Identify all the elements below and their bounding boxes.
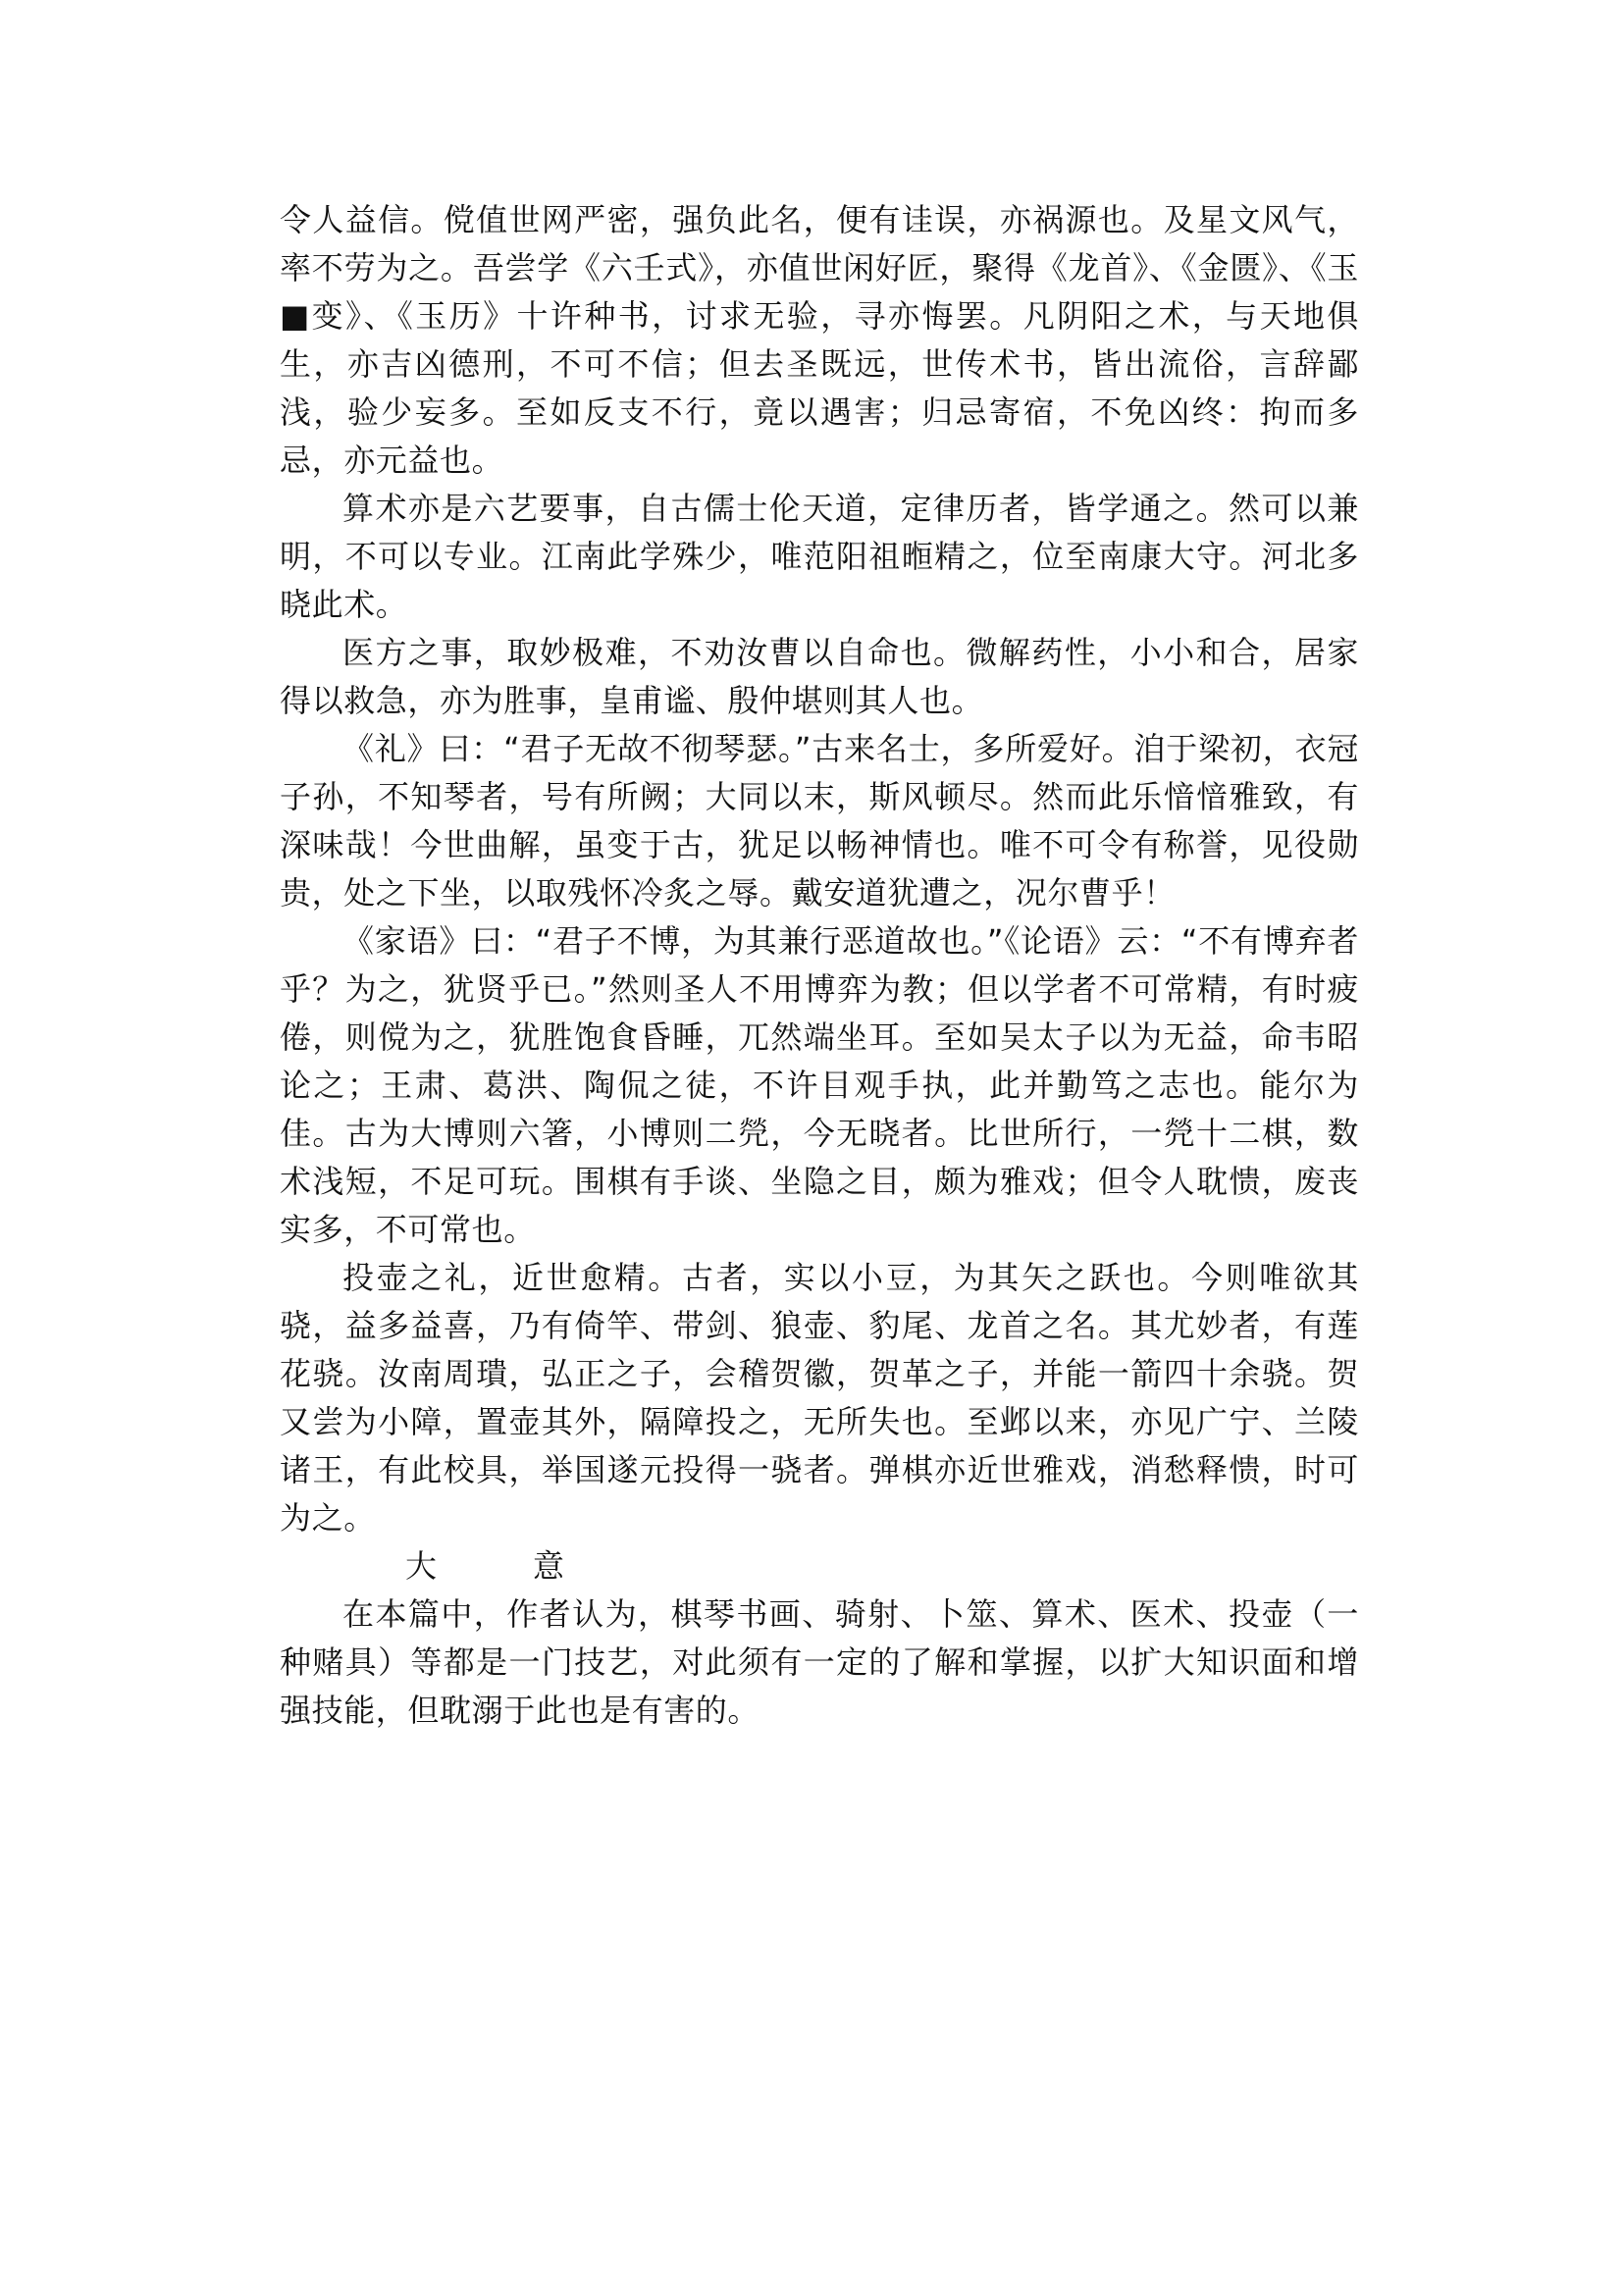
paragraph-continued: 令人益信。傥值世网严密，强负此名，便有诖误，亦祸源也。及星文风气，率不劳为之。吾尝学《六壬式》，亦值世闲好匠，聚得《龙首》、《金匮》、《玉■变》、《玉历》十许种书，讨求无验，寻亦悔罢。凡阴阳之术，与天地俱生，亦吉凶德刑，不可不信；但去圣既远，世传术书，皆出流俗，言辞鄙浅，验少妄多。至如反支不行，竟以遇害；归忌寄宿，不免凶终：拘而多忌，亦元益也。	[280, 201, 1359, 479]
paragraph-music: 《礼》曰：“君子无故不彻琴瑟。”古来名士，多所爱好。洎于梁初，衣冠子孙，不知琴者，号有所阙；大同以末，斯风顿尽。然而此乐愔愔雅致，有深味哉！今世曲解，虽变于古，犹足以畅神情也。唯不可令有称誉，见役勋贵，处之下坐，以取残怀冷炙之辱。戴安道犹遭之，况尔曹乎！	[280, 730, 1359, 912]
paragraph-games: 《家语》曰：“君子不博，为其兼行恶道故也。”《论语》云：“不有博弃者乎？为之，犹贤乎已。”然则圣人不用博弈为教；但以学者不可常精，有时疲倦，则傥为之，犹胜饱食昏睡，兀然端坐耳。至如吴太子以为无益，命韦昭论之；王肃、葛洪、陶侃之徒，不许目观手执，此并勤笃之志也。能尔为佳。古为大博则六箸，小博则二焭，今无晓者。比世所行，一焭十二棋，数术浅短，不足可玩。围棋有手谈、坐隐之目，颇为雅戏；但令人耽愦，废丧实多，不可常也。	[280, 922, 1359, 1248]
heading-char-2: 意	[533, 1547, 565, 1585]
summary-paragraph: 在本篇中，作者认为，棋琴书画、骑射、卜筮、算术、医术、投壶（一种赌具）等都是一门技艺，对此须有一定的了解和掌握，以扩大知识面和增强技能，但耽溺于此也是有害的。	[280, 1595, 1359, 1729]
body-text	[280, 196, 1359, 1735]
heading-char-1: 大	[405, 1547, 438, 1585]
paragraph-pitch-pot: 投壶之礼，近世愈精。古者，实以小豆，为其矢之跃也。今则唯欲其骁，益多益喜，乃有倚竿、带剑、狼壶、豹尾、龙首之名。其尤妙者，有莲花骁。汝南周璝，弘正之子，会稽贺徽，贺革之子，并能一箭四十余骁。贺又尝为小障，置壶其外，隔障投之，无所失也。至邺以来，亦见广宁、兰陵诸王，有此校具，举国遂元投得一骁者。弹棋亦近世雅戏，消愁释愦，时可为之。	[280, 1259, 1359, 1537]
paragraph-arithmetic: 算术亦是六艺要事，自古儒士伦天道，定律历者，皆学通之。然可以兼明，不可以专业。江南此学殊少，唯范阳祖暅精之，位至南康大守。河北多晓此术。	[280, 490, 1359, 623]
section-heading	[280, 1542, 1359, 1590]
paragraph-medicine: 医方之事，取妙极难，不劝汝曹以自命也。微解药性，小小和合，居家得以救急，亦为胜事，皇甫谧、殷仲堪则其人也。	[280, 634, 1359, 719]
